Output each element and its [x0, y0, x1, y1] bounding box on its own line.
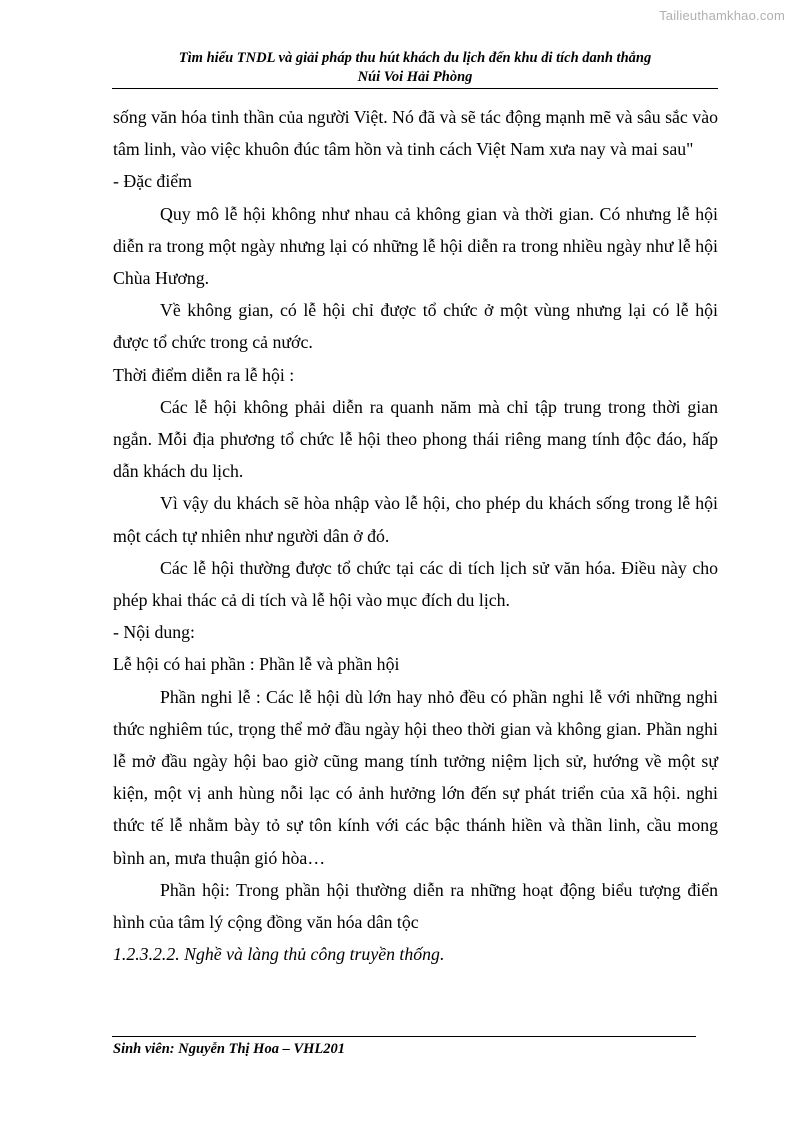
section-label: Thời điểm diễn ra lễ hội :	[113, 364, 295, 385]
header-title-line1: Tìm hiểu TNDL và giải pháp thu hút khách du lịch đến khu di tích danh thắng	[178, 50, 652, 66]
document-body	[113, 101, 718, 970]
header-title-line2: Núi Voi Hải Phòng	[357, 69, 473, 85]
paragraph: Phần hội: Trong phần hội thường diễn ra những hoạt động biểu tượng điển hình của tâm lý cộng đồng văn hóa dân tộc	[113, 879, 718, 933]
page-footer: Sinh viên: Nguyễn Thị Hoa – VHL201	[113, 1041, 346, 1057]
subsection-heading: 1.2.3.2.2. Nghề và làng thủ công truyền thống.	[113, 944, 445, 965]
watermark: Tailieuthamkhao.com	[659, 8, 785, 23]
section-label: - Nội dung:	[113, 622, 195, 643]
paragraph: Quy mô lễ hội không như nhau cả không gian và thời gian. Có nhưng lễ hội diễn ra trong một ngày nhưng lại có những lễ hội diễn ra trong nhiều ngày như lễ hội Chùa Hương.	[113, 203, 718, 289]
paragraph: Các lễ hội không phải diễn ra quanh năm mà chỉ tập trung trong thời gian ngắn. Mỗi địa phương tổ chức lễ hội theo phong thái riêng mang tính độc đáo, hấp dẫn khách du lịch.	[113, 396, 718, 482]
paragraph: Các lễ hội thường được tổ chức tại các di tích lịch sử văn hóa. Điều này cho phép khai thác cả di tích và lễ hội vào mục đích du lịch.	[113, 557, 718, 611]
paragraph: Phần nghi lễ : Các lễ hội dù lớn hay nhỏ đều có phần nghi lễ với những nghi thức nghiêm túc, trọng thể mở đầu ngày hội theo thời gian và không gian. Phần nghi lễ mở đầu ngày hội bao giờ cũng mang tính tưởng niệm lịch sử, hướng về một sự kiện, một vị anh hùng nỗi lạc có ảnh hưởng lớn đến sự phát triển của xã hội. nghi thức tế lễ nhằm bày tỏ sự tôn kính với các bậc thánh hiền và thần linh, cầu mong bình an, mưa thuận gió hòa…	[113, 686, 718, 868]
paragraph: Lễ hội có hai phần : Phần lễ và phần hội	[113, 654, 400, 675]
footer-divider	[112, 1036, 696, 1037]
paragraph: Vì vậy du khách sẽ hòa nhập vào lễ hội, cho phép du khách sống trong lễ hội một cách tự nhiên như người dân ở đó.	[113, 493, 718, 546]
paragraph: sống văn hóa tinh thần của người Việt. Nó đã và sẽ tác động mạnh mẽ và sâu sắc vào tâm linh, vào việc khuôn đúc tâm hồn và tinh cách Việt Nam xưa nay và mai sau"	[113, 107, 718, 160]
paragraph: Về không gian, có lễ hội chỉ được tổ chức ở một vùng nhưng lại có lễ hội được tổ chức trong cả nước.	[113, 300, 718, 353]
header-divider	[112, 88, 718, 89]
page-header	[112, 49, 718, 87]
section-label: - Đặc điểm	[113, 171, 192, 192]
